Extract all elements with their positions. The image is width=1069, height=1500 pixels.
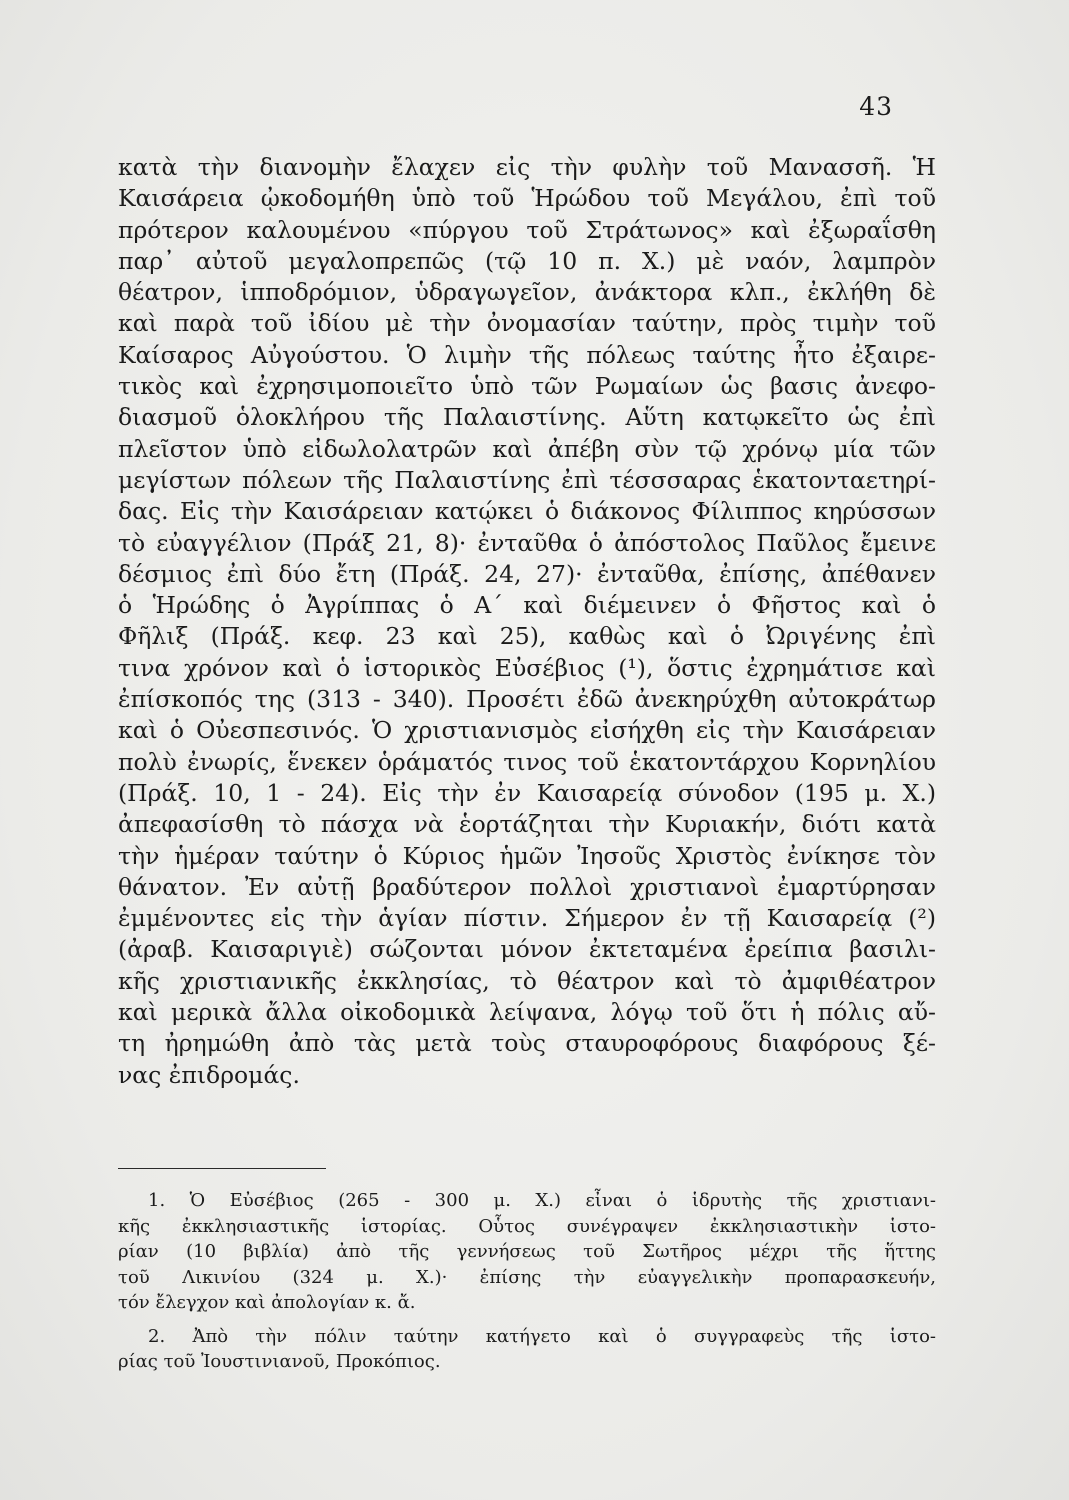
text-line: διασμοῦ ὁλοκλήρου τῆς Παλαιστίνης. Αὕτη κατῳκεῖτο ὡς ἐπὶ [118, 403, 936, 432]
footnote-line: τοῦ Λικινίου (324 μ. Χ.)· ἐπίσης τὴν εὐαγγελικὴν προπαρασκευήν, [118, 1266, 936, 1288]
text-line: (ἀραβ. Καισαριγιὲ) σώζονται μόνον ἐκτεταμένα ἐρείπια βασιλι- [118, 935, 936, 964]
text-line: ὁ Ἡρώδης ὁ Ἀγρίππας ὁ Α´ καὶ διέμεινεν ὁ Φῆστος καὶ ὁ [118, 591, 936, 620]
text-line: πολὺ ἐνωρίς, ἕνεκεν ὁράματός τινος τοῦ ἑκατοντάρχου Κορνηλίου [118, 747, 936, 776]
footnote-2 [118, 1324, 936, 1375]
text-line: Καίσαρος Αὐγούστου. Ὁ λιμὴν τῆς πόλεως ταύτης ἦτο ἐξαιρε- [118, 340, 936, 369]
footnote-separator [118, 1168, 326, 1169]
footnote-spacer [118, 1316, 936, 1324]
text-line: δέσμιος ἐπὶ δύο ἔτη (Πράξ. 24, 27)· ἐνταῦθα, ἐπίσης, ἀπέθανεν [118, 559, 936, 588]
text-line: τὴν ἡμέραν ταύτην ὁ Κύριος ἡμῶν Ἰησοῦς Χριστὸς ἐνίκησε τὸν [118, 841, 936, 870]
text-line: (Πράξ. 10, 1 - 24). Εἰς τὴν ἐν Καισαρείᾳ σύνοδον (195 μ. Χ.) [118, 778, 936, 807]
text-line: παρ᾿ αὐτοῦ μεγαλοπρεπῶς (τῷ 10 π. Χ.) μὲ ναόν, λαμπρὸν [118, 246, 936, 275]
text-line: μεγίστων πόλεων τῆς Παλαιστίνης ἐπὶ τέσσσαρας ἑκατονταετηρί- [118, 465, 936, 494]
text-line: Καισάρεια ᾠκοδομήθη ὑπὸ τοῦ Ἡρώδου τοῦ Μεγάλου, ἐπὶ τοῦ [118, 184, 936, 213]
text-line: κῆς χριστιανικῆς ἐκκλησίας, τὸ θέατρον καὶ τὸ ἀμφιθέατρον [118, 966, 936, 995]
footnote-line: ρίαν (10 βιβλία) ἀπὸ τῆς γεννήσεως τοῦ Σωτῆρος μέχρι τῆς ἥττης [118, 1241, 936, 1262]
footnote-1 [118, 1188, 936, 1316]
footnote-line: τόν ἔλεγχον καὶ ἀπολογίαν κ. ἄ. [118, 1292, 416, 1313]
text-line: καὶ παρὰ τοῦ ἰδίου μὲ τὴν ὀνομασίαν ταύτην, πρὸς τιμὴν τοῦ [118, 309, 936, 338]
footnotes [118, 1188, 936, 1375]
footnote-line: ρίας τοῦ Ἰουστινιανοῦ, Προκόπιος. [118, 1351, 441, 1372]
footnote-line: 2. Ἀπὸ τὴν πόλιν ταύτην κατήγετο καὶ ὁ συγγραφεὺς τῆς ἱστο- [148, 1325, 936, 1347]
text-line: θάνατον. Ἐν αὐτῇ βραδύτερον πολλοὶ χριστιανοὶ ἐμαρτύρησαν [118, 872, 936, 901]
text-line: τὸ εὐαγγέλιον (Πράξ 21, 8)· ἐνταῦθα ὁ ἀπόστολος Παῦλος ἔμεινε [118, 528, 936, 557]
text-line: τη ἠρημώθη ἀπὸ τὰς μετὰ τοὺς σταυροφόρους διαφόρους ξέ- [118, 1029, 936, 1058]
text-line: θέατρον, ἱπποδρόμιον, ὑδραγωγεῖον, ἀνάκτορα κλπ., ἐκλήθη δὲ [118, 278, 936, 307]
text-line: ἀπεφασίσθη τὸ πάσχα νὰ ἑορτάζηται τὴν Κυριακήν, διότι κατὰ [118, 810, 936, 839]
footnote-line: 1. Ὁ Εὐσέβιος (265 - 300 μ. Χ.) εἶναι ὁ ἱδρυτὴς τῆς χριστιανι- [148, 1190, 936, 1211]
text-line: ἐμμένοντες εἰς τὴν ἁγίαν πίστιν. Σήμερον ἐν τῇ Καισαρείᾳ (²) [118, 904, 936, 933]
text-line: δας. Εἰς τὴν Καισάρειαν κατῴκει ὁ διάκονος Φίλιππος κηρύσσων [118, 497, 936, 526]
text-line: καὶ μερικὰ ἄλλα οἰκοδομικὰ λείψανα, λόγῳ τοῦ ὅτι ἡ πόλις αὔ- [118, 998, 936, 1027]
main-text [118, 152, 936, 1091]
footnote-line: κῆς ἐκκλησιαστικῆς ἱστορίας. Οὗτος συνέγραψεν ἐκκλησιαστικὴν ἱστο- [118, 1215, 936, 1237]
text-line: κατὰ τὴν διανομὴν ἔλαχεν εἰς τὴν φυλὴν τοῦ Μανασσῆ. Ἡ [118, 153, 936, 181]
text-line: νας ἐπιδρομάς. [118, 1060, 300, 1089]
text-line: πρότερον καλουμένου «πύργου τοῦ Στράτωνος» καὶ ἐξωραΐσθη [118, 215, 936, 244]
text-line: ἐπίσκοπός της (313 - 340). Προσέτι ἐδῶ ἀνεκηρύχθη αὐτοκράτωρ [118, 685, 936, 714]
text-line: πλεῖστον ὑπὸ εἰδωλολατρῶν καὶ ἀπέβη σὺν τῷ χρόνῳ μία τῶν [118, 434, 936, 463]
text-line: τινα χρόνον καὶ ὁ ἱστορικὸς Εὐσέβιος (¹), ὅστις ἐχρημάτισε καὶ [118, 653, 936, 682]
text-line: τικὸς καὶ ἐχρησιμοποιεῖτο ὑπὸ τῶν Ρωμαίων ὡς βασις ἀνεφο- [118, 372, 936, 401]
text-line: καὶ ὁ Οὐεσπεσινός. Ὁ χριστιανισμὸς εἰσήχθη εἰς τὴν Καισάρειαν [118, 716, 936, 745]
text-line: Φῆλιξ (Πράξ. κεφ. 23 καὶ 25), καθὼς καὶ ὁ Ὠριγένης ἐπὶ [118, 622, 936, 651]
page-number: 43 [859, 92, 893, 121]
